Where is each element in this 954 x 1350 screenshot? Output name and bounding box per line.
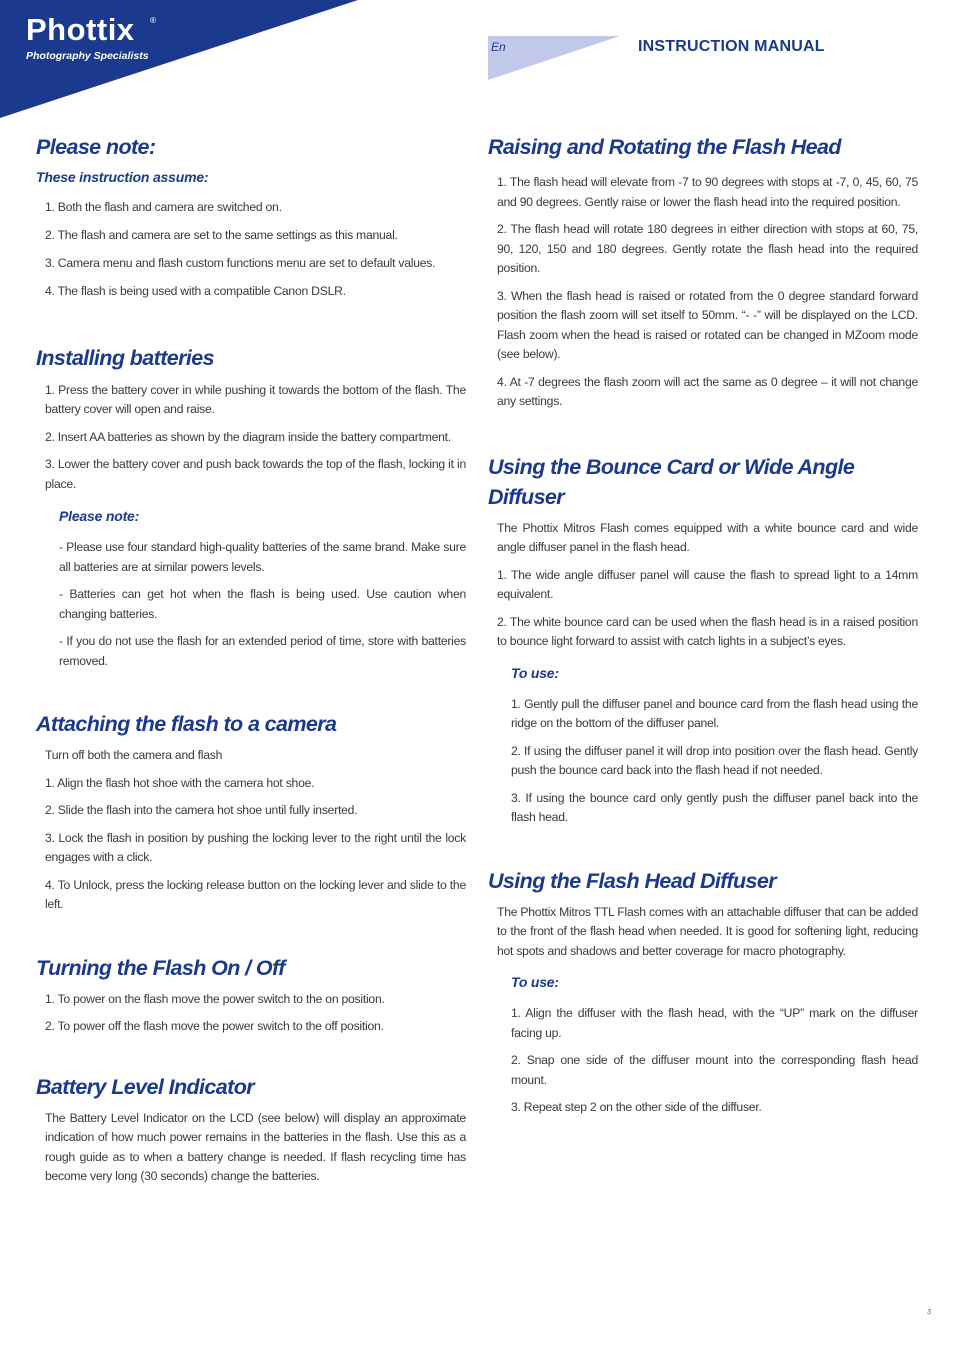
page-number: 3 <box>927 1309 931 1316</box>
list-item: 1. To power on the flash move the power switch to the on position. <box>45 991 385 1006</box>
onoff-list <box>45 990 466 1037</box>
manual-title: INSTRUCTION MANUAL <box>638 38 825 55</box>
list-item: - Please use four standard high-quality batteries of the same brand. Make sure all batteries are at similar powers levels. <box>59 540 466 574</box>
list-item: 2. Snap one side of the diffuser mount into the corresponding flash head mount. <box>511 1053 918 1087</box>
language-tab <box>488 36 620 80</box>
section-title-bounce-card: Using the Bounce Card or Wide Angle Diffuser <box>488 454 855 509</box>
list-item: 3. Camera menu and flash custom functions menu are set to default values. <box>45 256 436 270</box>
note-subtitle: These instruction assume: <box>36 169 209 185</box>
list-item: 3. Lock the flash in position by pushing the locking lever to the right until the lock engages with a click. <box>45 830 466 864</box>
list-item: 3. Repeat step 2 on the other side of the diffuser. <box>511 1100 762 1114</box>
list-item: 3. Lower the battery cover and push back towards the top of the flash, locking it in place. <box>45 457 466 491</box>
section-title-please-note: Please note: <box>36 135 156 159</box>
list-item: 4. The flash is being used with a compatible Canon DSLR. <box>45 284 346 298</box>
list-item: 3. If using the bounce card only gently push the diffuser panel back into the flash head. <box>511 790 918 824</box>
list-item: 2. The white bounce card can be used when the flash head is in a raised position to bounce light forward to assist with catch lights in a subject’s eyes. <box>497 614 918 648</box>
note-list <box>45 198 466 302</box>
paragraph: The Battery Level Indicator on the LCD (see below) will display an approximate indication of how much power remains in the batteries in the flash. Use this as a rough guide as to when a battery change is needed. If flash recycling time has become very long (30 seconds) change the batteries. <box>45 1110 466 1183</box>
section-title-raising-rotating: Raising and Rotating the Flash Head <box>488 135 841 159</box>
section-title-turning-on-off: Turning the Flash On / Off <box>36 955 285 980</box>
list-item: 3. When the flash head is raised or rotated from the 0 degree standard forward position the flash zoom will set itself to 50mm. “- -” will be displayed on the LCD. Flash zoom when the head is raised or rotated can be changed in MZoom mode (see below). <box>497 288 918 361</box>
section-title-attaching-flash: Attaching the flash to a camera <box>36 712 337 736</box>
list-item: The Phottix Mitros Flash comes equipped with a white bounce card and wide angle diffuser panel in the flash head. <box>497 520 918 554</box>
list-item: 2. Slide the flash into the camera hot shoe until fully inserted. <box>45 803 358 817</box>
battery-level-body <box>45 1109 466 1187</box>
registered-mark: ® <box>150 16 156 25</box>
diffuser-use <box>511 973 918 1118</box>
list-item: 2. If using the diffuser panel it will drop into position over the flash head. Gently push the bounce card back into the flash head if not needed. <box>511 743 918 777</box>
bounce-use-title: To use: <box>511 664 559 681</box>
list-item: 2. To power off the flash move the power switch to the off position. <box>45 1019 384 1033</box>
diffuser-body <box>497 903 918 962</box>
bounce-use <box>511 664 918 828</box>
list-item: 2. The flash head will rotate 180 degrees in either direction with stops at 60, 75, 90, 120, 150 and 180 degrees. Gently rotate the flash head into the required position. <box>497 222 918 275</box>
list-item: 1. The wide angle diffuser panel will cause the flash to spread light to a 14mm equivalent. <box>497 567 918 601</box>
section-title-flash-head-diffuser: Using the Flash Head Diffuser <box>488 868 777 893</box>
language-label: En <box>491 40 506 54</box>
attach-list <box>45 746 466 915</box>
raise-list <box>497 173 918 412</box>
paragraph: The Phottix Mitros TTL Flash comes with an attachable diffuser that can be added to the front of the flash head when needed. It is good for softening light, reducing hot spots and shadows and better coverage for macro photography. <box>497 904 918 958</box>
batteries-note-title: Please note: <box>59 508 140 524</box>
list-item: 1. Both the flash and camera are switched on. <box>45 200 282 214</box>
section-title-installing-batteries: Installing batteries <box>36 345 214 370</box>
list-item: - Batteries can get hot when the flash is being used. Use caution when changing batteries. <box>59 587 466 621</box>
list-item: Turn off both the camera and flash <box>45 748 223 762</box>
list-item: - If you do not use the flash for an extended period of time, store with batteries removed. <box>59 634 466 668</box>
bounce-list <box>497 519 918 652</box>
list-item: 1. Press the battery cover in while pushing it towards the bottom of the flash. The battery cover will open and raise. <box>45 382 466 416</box>
batteries-list <box>45 381 466 495</box>
diffuser-use-title: To use: <box>511 974 559 990</box>
left-column <box>36 132 466 1187</box>
batteries-note <box>59 507 466 671</box>
list-item: 1. Gently pull the diffuser panel and bounce card from the flash head using the ridge on the bottom of the diffuser panel. <box>511 696 918 730</box>
list-item: 1. Align the flash hot shoe with the camera hot shoe. <box>45 775 315 790</box>
list-item: 1. Align the diffuser with the flash head, with the “UP” mark on the diffuser facing up. <box>511 1006 918 1040</box>
list-item: 2. The flash and camera are set to the same settings as this manual. <box>45 228 398 242</box>
list-item: 4. At -7 degrees the flash zoom will act the same as 0 degree – it will not change any settings. <box>497 374 918 408</box>
list-item: 2. Insert AA batteries as shown by the diagram inside the battery compartment. <box>45 429 451 444</box>
brand-tagline: Photography Specialists <box>26 50 149 62</box>
list-item: 4. To Unlock, press the locking release button on the locking lever and slide to the left. <box>45 877 466 911</box>
section-title-battery-level: Battery Level Indicator <box>36 1074 254 1099</box>
right-column <box>488 132 918 1118</box>
brand-logo: Phottix <box>26 12 135 47</box>
list-item: 1. The flash head will elevate from -7 to 90 degrees with stops at -7, 0, 45, 60, 75 and 90 degrees. Gently raise or lower the flash head into the required position. <box>497 175 918 209</box>
